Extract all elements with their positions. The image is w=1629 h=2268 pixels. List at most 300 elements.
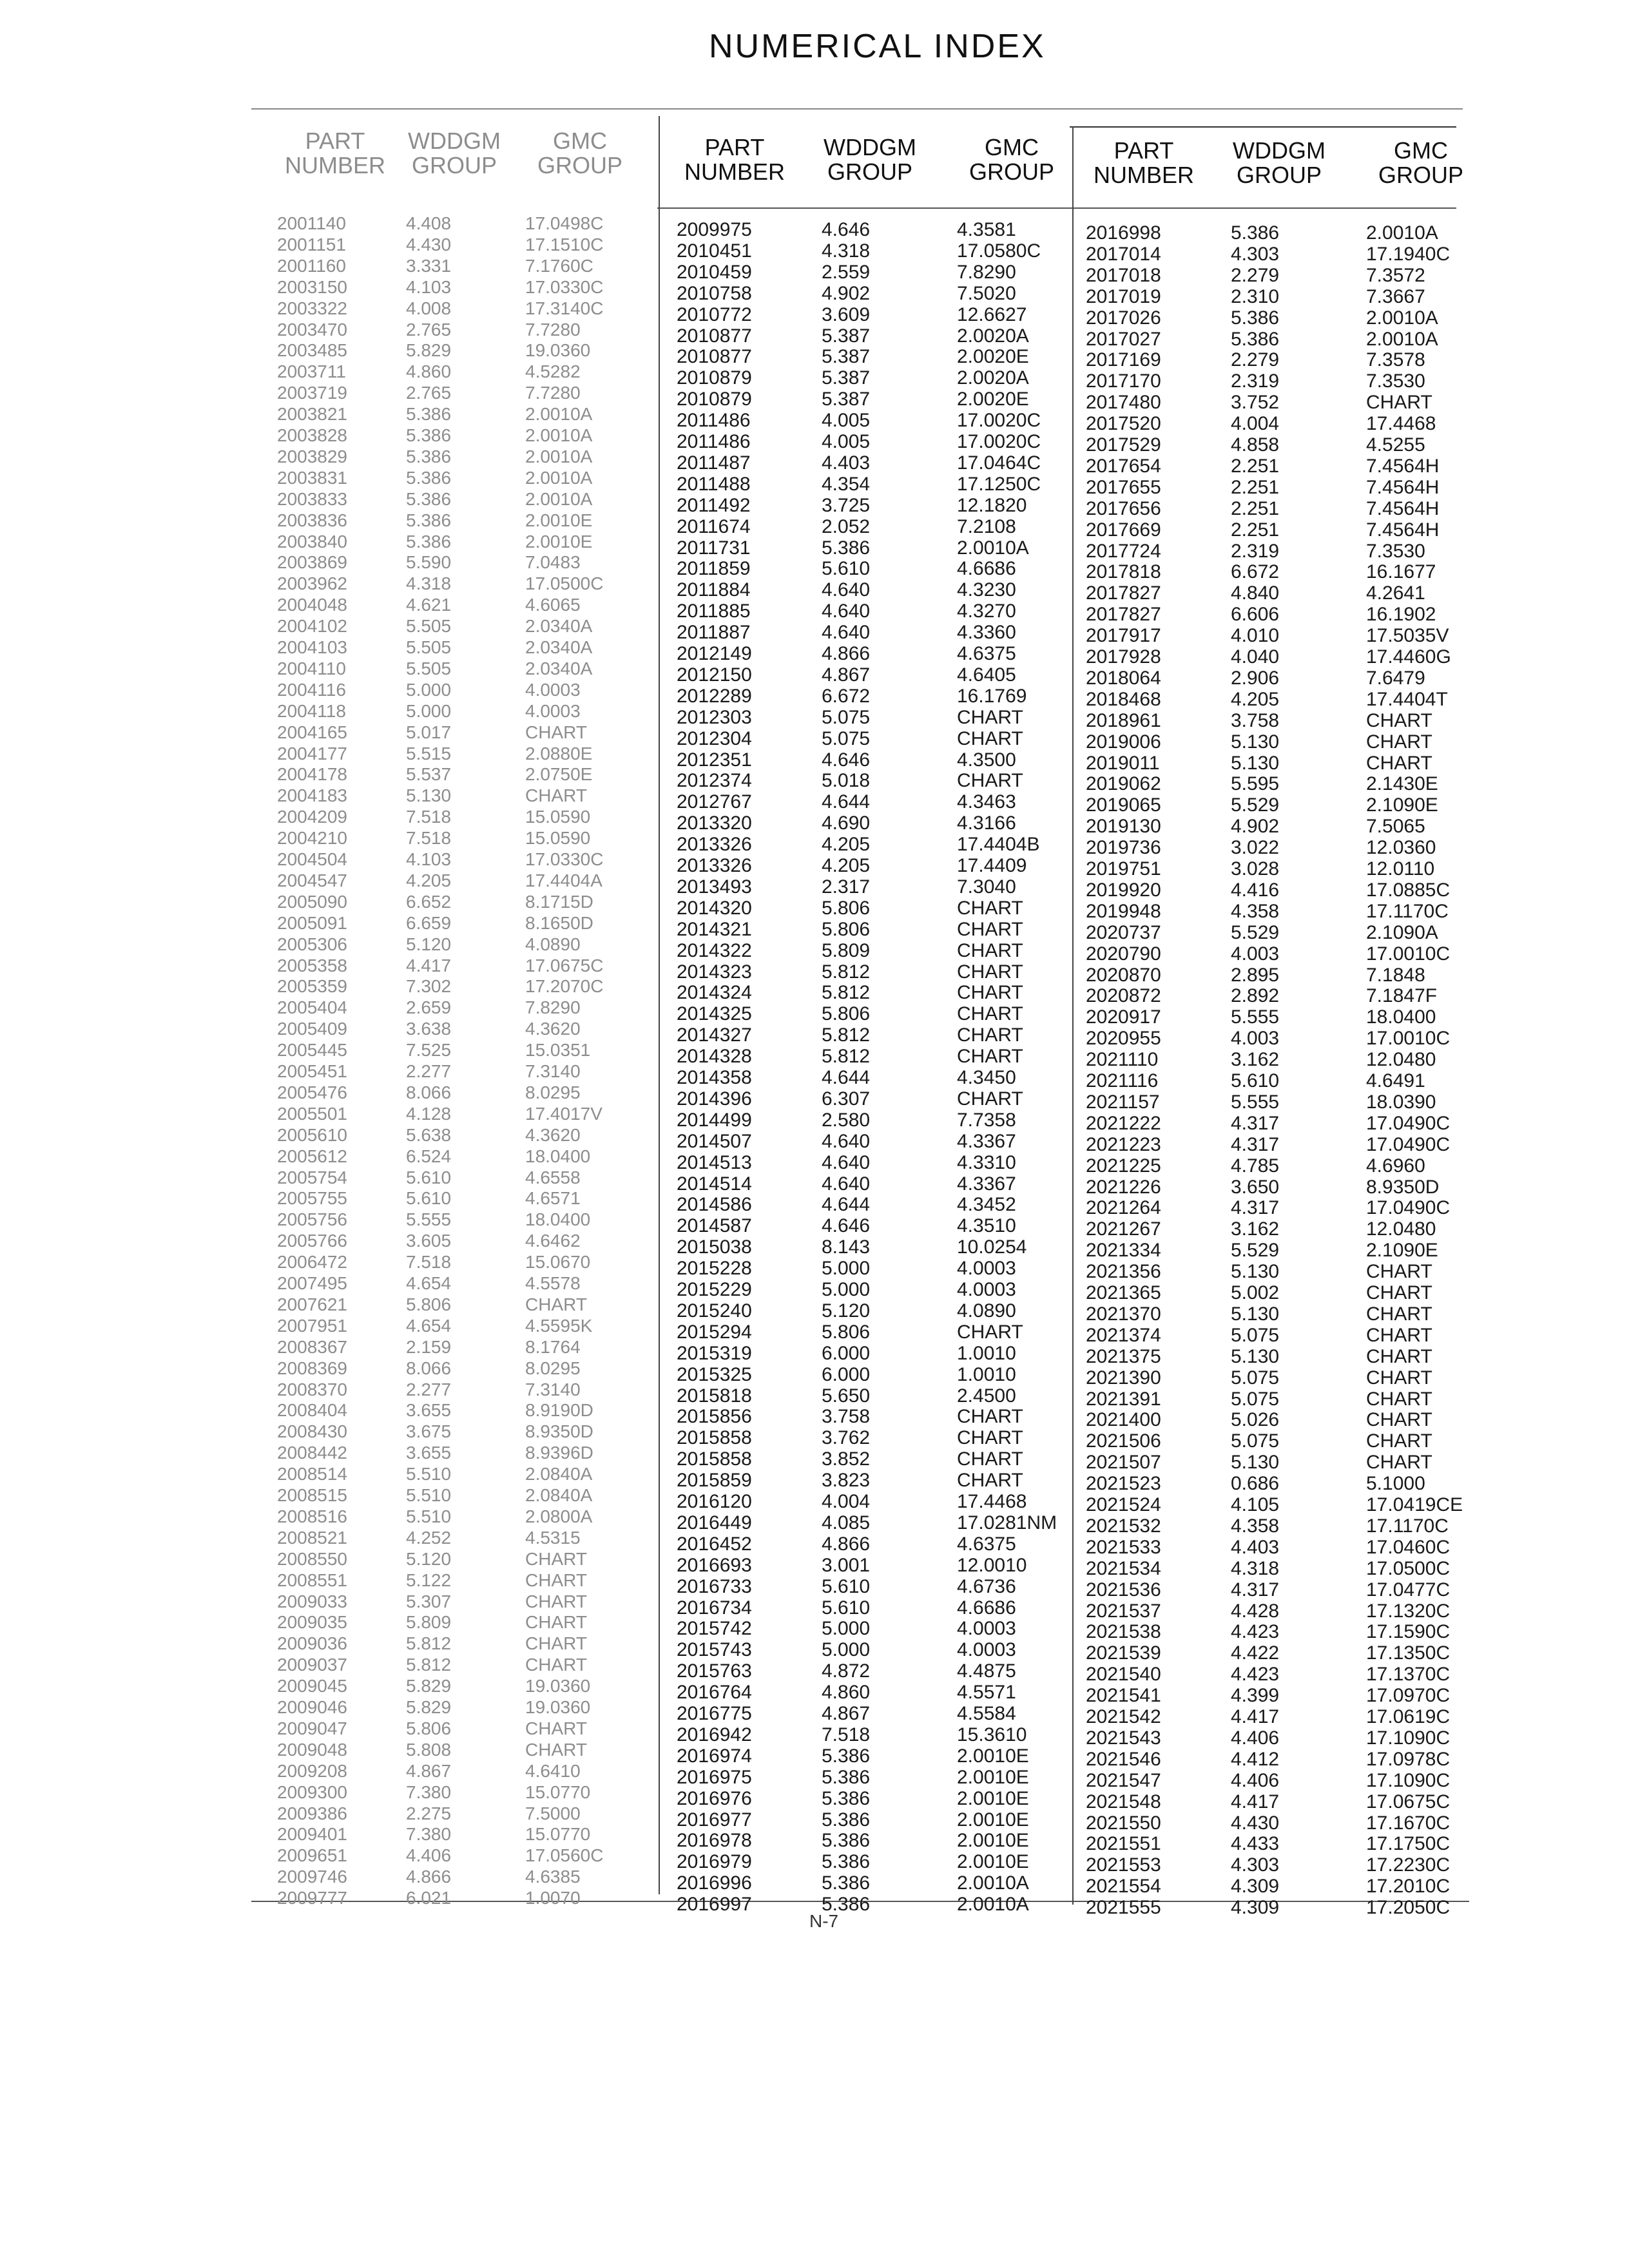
gmc-group-cell: 4.3500 [957, 749, 1016, 771]
part-number-cell: 2003711 [277, 361, 346, 382]
part-number-cell: 2019948 [1086, 900, 1161, 922]
part-number-cell: 2017170 [1086, 370, 1161, 392]
gmc-group-cell: 17.0490C [1366, 1112, 1451, 1134]
gmc-group-cell: 4.2641 [1366, 582, 1425, 604]
part-number-cell: 2008404 [277, 1400, 348, 1421]
part-number-cell: 2021547 [1086, 1769, 1161, 1791]
part-number-cell: 2014322 [677, 939, 752, 961]
part-number-cell: 2009746 [277, 1867, 348, 1887]
part-number-cell: 2021116 [1086, 1070, 1159, 1091]
gmc-group-cell: CHART [957, 1448, 1023, 1470]
gmc-group-cell: 17.1090C [1366, 1727, 1451, 1749]
gmc-group-cell: 18.0400 [525, 1146, 591, 1166]
wddgm-group-cell: 5.075 [1231, 1430, 1280, 1452]
wddgm-group-cell: 4.621 [406, 595, 452, 615]
gmc-group-cell: 17.2050C [1366, 1897, 1451, 1919]
part-number-cell: 2016764 [677, 1682, 752, 1704]
wddgm-group-cell: 5.505 [406, 616, 452, 637]
gmc-group-cell: 7.6479 [1366, 667, 1425, 689]
wddgm-group-cell: 5.806 [406, 1294, 452, 1314]
part-number-cell: 2021365 [1086, 1282, 1161, 1303]
part-number-cell: 2014323 [677, 961, 752, 983]
part-number-cell: 2016733 [677, 1575, 752, 1597]
wddgm-group-cell: 4.406 [1231, 1769, 1280, 1791]
gmc-group-cell: 8.1764 [525, 1336, 581, 1357]
gmc-group-cell: 17.0020C [957, 410, 1041, 432]
gmc-group-cell: 7.7280 [525, 383, 581, 403]
wddgm-group-cell: 4.085 [822, 1512, 871, 1533]
part-number-cell: 2010459 [677, 261, 752, 283]
part-number-cell: 2017014 [1086, 243, 1161, 265]
part-number-cell: 2005409 [277, 1019, 348, 1039]
wddgm-group-cell: 5.386 [1231, 328, 1280, 350]
gmc-group-cell: 4.0003 [957, 1279, 1016, 1300]
part-number-cell: 2016997 [677, 1894, 752, 1916]
part-number-cell: 2009975 [677, 219, 752, 240]
wddgm-group-cell: 2.275 [406, 1803, 452, 1823]
gmc-group-cell: 18.0400 [1366, 1006, 1436, 1028]
part-number-cell: 2021523 [1086, 1473, 1161, 1495]
wddgm-group-cell: 5.806 [406, 1718, 452, 1738]
wddgm-group-cell: 4.358 [1231, 1515, 1280, 1537]
gmc-group-cell: CHART [525, 1718, 587, 1738]
wddgm-group-cell: 2.319 [1231, 540, 1280, 562]
wddgm-group-cell: 4.318 [822, 240, 871, 262]
gmc-group-cell: CHART [1366, 1282, 1432, 1303]
part-number-cell: 2018961 [1086, 709, 1161, 731]
wddgm-group-cell: 5.555 [1231, 1091, 1280, 1113]
wddgm-group-cell: 5.386 [1231, 222, 1280, 244]
gmc-group-cell: 4.5578 [525, 1273, 581, 1293]
gmc-group-cell: 17.4017V [525, 1103, 602, 1124]
wddgm-group-cell: 3.823 [822, 1470, 871, 1492]
header-part-number [271, 129, 400, 178]
wddgm-group-cell: 4.303 [1231, 243, 1280, 265]
gmc-group-cell: 17.4404T [1366, 688, 1448, 710]
part-number-cell: 2007951 [277, 1315, 348, 1336]
part-number-cell: 2021524 [1086, 1494, 1161, 1515]
gmc-group-cell: 2.0010A [525, 425, 593, 445]
wddgm-group-cell: 3.162 [1231, 1218, 1280, 1240]
gmc-group-cell: 17.0330C [525, 276, 604, 297]
gmc-group-cell: 4.0003 [525, 679, 581, 700]
wddgm-group-cell: 4.646 [822, 1215, 871, 1237]
gmc-group-cell: 12.6627 [957, 303, 1027, 325]
header-rule [657, 207, 1456, 209]
gmc-group-cell: 17.1170C [1366, 1515, 1449, 1537]
gmc-group-cell: 7.1848 [1366, 964, 1425, 986]
wddgm-group-cell: 5.386 [406, 488, 452, 509]
gmc-group-cell: 2.0010E [957, 1851, 1029, 1873]
gmc-group-cell: 17.0675C [1366, 1791, 1451, 1812]
wddgm-group-cell: 4.654 [406, 1273, 452, 1293]
part-number-cell: 2021110 [1086, 1049, 1159, 1071]
gmc-group-cell: 17.0490C [1366, 1133, 1451, 1155]
gmc-group-cell: 10.0254 [957, 1236, 1027, 1258]
wddgm-group-cell: 5.386 [406, 467, 452, 488]
part-number-cell: 2003869 [277, 552, 348, 573]
wddgm-group-cell: 5.386 [822, 1894, 871, 1916]
part-number-cell: 2021539 [1086, 1642, 1161, 1664]
wddgm-group-cell: 5.387 [822, 389, 871, 410]
part-number-cell: 2003322 [277, 298, 348, 318]
part-number-cell: 2011887 [677, 622, 751, 644]
gmc-group-cell: CHART [957, 939, 1023, 961]
gmc-group-cell: 4.3463 [957, 791, 1016, 813]
wddgm-group-cell: 5.515 [406, 743, 452, 764]
part-number-cell: 2017917 [1086, 625, 1161, 647]
gmc-group-cell: 17.0560C [525, 1845, 604, 1866]
gmc-group-cell: 17.4409 [957, 855, 1027, 876]
part-number-cell: 2012304 [677, 727, 752, 749]
gmc-group-cell: 2.0340A [525, 616, 593, 637]
gmc-group-cell: 1.0070 [525, 1888, 581, 1908]
part-number-cell: 2014320 [677, 897, 752, 919]
gmc-group-cell: 8.1715D [525, 891, 593, 912]
gmc-group-cell: 17.0010C [1366, 1028, 1451, 1050]
part-number-cell: 2015742 [677, 1618, 752, 1640]
part-number-cell: 2012289 [677, 685, 752, 707]
part-number-cell: 2005358 [277, 955, 348, 975]
gmc-group-cell: 17.3140C [525, 298, 604, 318]
gmc-group-cell: 4.5282 [525, 361, 581, 382]
part-number-cell: 2011486 [677, 431, 751, 452]
gmc-group-cell: 17.4404A [525, 870, 602, 890]
wddgm-group-cell: 4.303 [1231, 1854, 1280, 1876]
wddgm-group-cell: 8.143 [822, 1236, 871, 1258]
wddgm-group-cell: 5.002 [1231, 1282, 1280, 1303]
gmc-group-cell: CHART [1366, 731, 1432, 753]
part-number-cell: 2016978 [677, 1830, 752, 1852]
wddgm-group-cell: 2.159 [406, 1336, 452, 1357]
part-number-cell: 2005766 [277, 1231, 348, 1251]
part-number-cell: 2004102 [277, 616, 348, 637]
gmc-group-cell: CHART [957, 961, 1023, 983]
part-number-cell: 2021542 [1086, 1706, 1161, 1727]
wddgm-group-cell: 4.317 [1231, 1112, 1280, 1134]
gmc-group-cell: CHART [525, 1739, 587, 1760]
part-number-cell: 2005445 [277, 1040, 348, 1061]
gmc-group-cell: 4.5584 [957, 1703, 1016, 1724]
wddgm-group-cell: 4.205 [1231, 688, 1280, 710]
wddgm-group-cell: 7.518 [822, 1724, 871, 1745]
gmc-group-cell: CHART [1366, 709, 1432, 731]
gmc-group-cell: 15.0590 [525, 807, 591, 827]
gmc-group-cell: 1.0010 [957, 1342, 1016, 1364]
wddgm-group-cell: 5.529 [1231, 1240, 1280, 1262]
wddgm-group-cell: 5.812 [406, 1633, 452, 1654]
part-number-cell: 2005755 [277, 1188, 348, 1209]
wddgm-group-cell: 3.852 [822, 1448, 871, 1470]
part-number-cell: 2015858 [677, 1448, 752, 1470]
part-number-cell: 2010877 [677, 346, 752, 368]
wddgm-group-cell: 5.130 [1231, 1261, 1280, 1283]
gmc-group-cell: 4.6410 [525, 1760, 581, 1781]
gmc-group-cell: 4.0003 [957, 1258, 1016, 1280]
header-wddgm-group-line: GROUP [411, 152, 497, 178]
part-number-cell: 2021390 [1086, 1367, 1161, 1389]
gmc-group-cell: 2.1090E [1366, 1240, 1438, 1262]
wddgm-group-cell: 2.279 [1231, 349, 1280, 371]
wddgm-group-cell: 4.866 [406, 1867, 452, 1887]
part-number-cell: 2017669 [1086, 519, 1161, 541]
gmc-group-cell: 7.3667 [1366, 285, 1425, 307]
part-number-cell: 2017520 [1086, 413, 1161, 435]
gmc-group-cell: 7.3572 [1366, 264, 1425, 286]
part-number-cell: 2003485 [277, 340, 348, 361]
wddgm-group-cell: 6.652 [406, 891, 452, 912]
wddgm-group-cell: 4.860 [406, 361, 452, 382]
wddgm-group-cell: 5.812 [822, 1046, 871, 1068]
wddgm-group-cell: 2.317 [822, 876, 871, 898]
wddgm-group-cell: 5.610 [406, 1188, 452, 1209]
gmc-group-cell: 8.9350D [1366, 1176, 1440, 1198]
part-number-cell: 2020872 [1086, 985, 1161, 1007]
header-gmc-group-line: GROUP [1378, 162, 1463, 188]
part-number-cell: 2020870 [1086, 964, 1161, 986]
part-number-cell: 2021264 [1086, 1197, 1161, 1219]
header-gmc-group-line: GROUP [969, 159, 1054, 185]
wddgm-group-cell: 4.416 [1231, 879, 1280, 901]
part-number-cell: 2007495 [277, 1273, 348, 1293]
gmc-group-cell: 7.4564H [1366, 476, 1440, 498]
header-part-number-line: PART [1113, 137, 1174, 164]
header-wddgm-group [1218, 139, 1340, 187]
gmc-group-cell: 2.0020A [957, 367, 1029, 389]
gmc-group-cell: 2.1090E [1366, 794, 1438, 816]
wddgm-group-cell: 3.650 [1231, 1176, 1280, 1198]
wddgm-group-cell: 4.902 [1231, 816, 1280, 838]
wddgm-group-cell: 3.725 [822, 494, 871, 516]
part-number-cell: 2011885 [677, 601, 751, 622]
gmc-group-cell: 4.0003 [525, 700, 581, 721]
header-part-number-line: NUMBER [684, 159, 785, 185]
gmc-group-cell: 7.4564H [1366, 519, 1440, 541]
gmc-group-cell: CHART [957, 1088, 1023, 1110]
part-number-cell: 2019751 [1086, 858, 1161, 879]
wddgm-group-cell: 5.075 [1231, 1324, 1280, 1346]
part-number-cell: 2009046 [277, 1697, 348, 1717]
wddgm-group-cell: 5.809 [822, 939, 871, 961]
part-number-cell: 2009036 [277, 1633, 348, 1654]
wddgm-group-cell: 5.000 [406, 679, 452, 700]
gmc-group-cell: 17.2010C [1366, 1876, 1451, 1898]
wddgm-group-cell: 5.812 [406, 1655, 452, 1675]
gmc-group-cell: 4.6375 [957, 1533, 1016, 1555]
wddgm-group-cell: 4.317 [1231, 1197, 1280, 1219]
gmc-group-cell: 7.3040 [957, 876, 1016, 898]
wddgm-group-cell: 4.840 [1231, 582, 1280, 604]
gmc-group-cell: 12.0480 [1366, 1049, 1436, 1071]
header-wddgm-group-line: GROUP [1236, 162, 1322, 188]
wddgm-group-cell: 2.251 [1231, 519, 1280, 541]
gmc-group-cell: 7.4564H [1366, 455, 1440, 477]
part-number-cell: 2021370 [1086, 1303, 1161, 1325]
part-number-cell: 2016979 [677, 1851, 752, 1873]
part-number-cell: 2008515 [277, 1485, 348, 1505]
wddgm-group-cell: 4.866 [822, 1533, 871, 1555]
gmc-group-cell: 17.0970C [1366, 1685, 1451, 1707]
wddgm-group-cell: 8.066 [406, 1358, 452, 1378]
part-number-cell: 2021538 [1086, 1621, 1161, 1643]
gmc-group-cell: 4.0890 [957, 1300, 1016, 1321]
wddgm-group-cell: 3.609 [822, 303, 871, 325]
wddgm-group-cell: 5.510 [406, 1464, 452, 1485]
part-number-cell: 2017026 [1086, 307, 1161, 329]
wddgm-group-cell: 5.130 [1231, 1303, 1280, 1325]
part-number-cell: 2003150 [277, 276, 348, 297]
wddgm-group-cell: 4.867 [822, 664, 871, 686]
wddgm-group-cell: 4.646 [822, 749, 871, 771]
part-number-cell: 2010879 [677, 367, 752, 389]
gmc-group-cell: 4.5255 [1366, 434, 1425, 456]
part-number-cell: 2008516 [277, 1506, 348, 1526]
gmc-group-cell: CHART [525, 1655, 587, 1675]
part-number-cell: 2021400 [1086, 1409, 1161, 1431]
wddgm-group-cell: 5.075 [822, 727, 871, 749]
part-number-cell: 2009048 [277, 1739, 348, 1760]
part-number-cell: 2017529 [1086, 434, 1161, 456]
wddgm-group-cell: 5.610 [822, 1597, 871, 1619]
gmc-group-cell: 4.6686 [957, 1597, 1016, 1619]
header-gmc-group-line: GMC [1394, 137, 1448, 164]
gmc-group-cell: 2.0010A [525, 467, 593, 488]
gmc-group-cell: CHART [957, 1046, 1023, 1068]
gmc-group-cell: 19.0360 [525, 1697, 591, 1717]
wddgm-group-cell: 4.252 [406, 1527, 452, 1548]
part-number-cell: 2008430 [277, 1421, 348, 1442]
part-number-cell: 2021532 [1086, 1515, 1161, 1537]
gmc-group-cell: 2.0020E [957, 346, 1029, 368]
wddgm-group-cell: 3.001 [822, 1554, 871, 1576]
part-number-cell: 2009045 [277, 1676, 348, 1696]
wddgm-group-cell: 4.408 [406, 213, 452, 233]
header-wddgm-group [809, 135, 931, 184]
part-number-cell: 2005756 [277, 1209, 348, 1230]
gmc-group-cell: 4.0890 [525, 934, 581, 954]
gmc-group-cell: 2.0010A [957, 1894, 1029, 1916]
part-number-cell: 2003840 [277, 531, 348, 552]
gmc-group-cell: 2.0840A [525, 1464, 593, 1485]
gmc-group-cell: CHART [1366, 1367, 1432, 1389]
wddgm-group-cell: 5.529 [1231, 921, 1280, 943]
wddgm-group-cell: 5.808 [406, 1739, 452, 1760]
wddgm-group-cell: 4.004 [822, 1491, 871, 1512]
gmc-group-cell: 7.7358 [957, 1109, 1016, 1131]
wddgm-group-cell: 5.829 [406, 1676, 452, 1696]
part-number-cell: 2005404 [277, 997, 348, 1018]
header-wddgm-group-line: GROUP [827, 159, 912, 185]
gmc-group-cell: 17.2230C [1366, 1854, 1451, 1876]
gmc-group-cell: 17.0498C [525, 213, 604, 233]
part-number-cell: 2017480 [1086, 392, 1161, 414]
gmc-group-cell: 7.5020 [957, 282, 1016, 304]
part-number-cell: 2017827 [1086, 582, 1161, 604]
part-number-cell: 2008514 [277, 1464, 348, 1485]
gmc-group-cell: 8.9350D [525, 1421, 593, 1442]
part-number-cell: 2011487 [677, 452, 751, 474]
wddgm-group-cell: 5.120 [822, 1300, 871, 1321]
part-number-cell: 2003831 [277, 467, 348, 488]
wddgm-group-cell: 3.162 [1231, 1049, 1280, 1071]
gmc-group-cell: CHART [957, 1024, 1023, 1046]
gmc-group-cell: 17.0460C [1366, 1536, 1451, 1558]
gmc-group-cell: CHART [525, 1570, 587, 1590]
part-number-cell: 2016775 [677, 1703, 752, 1724]
gmc-group-cell: 7.1760C [525, 255, 593, 276]
wddgm-group-cell: 5.386 [822, 1787, 871, 1809]
wddgm-group-cell: 2.052 [822, 515, 871, 537]
wddgm-group-cell: 5.386 [406, 404, 452, 425]
wddgm-group-cell: 4.644 [822, 1194, 871, 1216]
part-number-cell: 2004048 [277, 595, 348, 615]
part-number-cell: 2021506 [1086, 1430, 1161, 1452]
wddgm-group-cell: 5.638 [406, 1124, 452, 1145]
wddgm-group-cell: 4.008 [406, 298, 452, 318]
gmc-group-cell: CHART [957, 897, 1023, 919]
wddgm-group-cell: 6.672 [822, 685, 871, 707]
wddgm-group-cell: 4.005 [822, 410, 871, 432]
part-number-cell: 2015228 [677, 1258, 752, 1280]
part-number-cell: 2021536 [1086, 1579, 1161, 1600]
part-number-cell: 2014499 [677, 1109, 752, 1131]
part-number-cell: 2004547 [277, 870, 348, 890]
part-number-cell: 2011859 [677, 558, 751, 580]
wddgm-group-cell: 4.417 [1231, 1706, 1280, 1727]
gmc-group-cell: 2.0840A [525, 1485, 593, 1505]
part-number-cell: 2014586 [677, 1194, 752, 1216]
part-number-cell: 2004178 [277, 764, 348, 785]
wddgm-group-cell: 5.590 [406, 552, 452, 573]
wddgm-group-cell: 4.433 [1231, 1833, 1280, 1855]
part-number-cell: 2021543 [1086, 1727, 1161, 1749]
gmc-group-cell: 4.6558 [525, 1167, 581, 1187]
wddgm-group-cell: 7.518 [406, 828, 452, 849]
gmc-group-cell: 17.0419CE [1366, 1494, 1463, 1515]
gmc-group-cell: 2.0010A [525, 446, 593, 466]
gmc-group-cell: 17.2070C [525, 976, 604, 997]
part-number-cell: 2021551 [1086, 1833, 1161, 1855]
part-number-cell: 2009208 [277, 1760, 348, 1781]
wddgm-group-cell: 5.812 [822, 1024, 871, 1046]
wddgm-group-cell: 5.130 [1231, 752, 1280, 774]
wddgm-group-cell: 4.640 [822, 601, 871, 622]
part-number-cell: 2015038 [677, 1236, 752, 1258]
wddgm-group-cell: 6.524 [406, 1146, 452, 1166]
part-number-cell: 2012374 [677, 770, 752, 792]
wddgm-group-cell: 3.638 [406, 1019, 452, 1039]
wddgm-group-cell: 4.423 [1231, 1621, 1280, 1643]
part-number-cell: 2003719 [277, 383, 348, 403]
gmc-group-cell: 4.6736 [957, 1575, 1016, 1597]
wddgm-group-cell: 6.659 [406, 912, 452, 933]
wddgm-group-cell: 6.000 [822, 1342, 871, 1364]
gmc-group-cell: 17.1750C [1366, 1833, 1451, 1855]
part-number-cell: 2015325 [677, 1363, 752, 1385]
part-number-cell: 2009401 [277, 1824, 348, 1845]
wddgm-group-cell: 5.000 [822, 1639, 871, 1661]
wddgm-group-cell: 3.758 [822, 1406, 871, 1428]
wddgm-group-cell: 4.867 [406, 1760, 452, 1781]
wddgm-group-cell: 5.510 [406, 1506, 452, 1526]
gmc-group-cell: 15.0351 [525, 1040, 591, 1061]
gmc-group-cell: 1.0010 [957, 1363, 1016, 1385]
part-number-cell: 2014358 [677, 1067, 752, 1088]
part-number-cell: 2015319 [677, 1342, 752, 1364]
part-number-cell: 2017655 [1086, 476, 1161, 498]
part-number-cell: 2016996 [677, 1872, 752, 1894]
gmc-group-cell: 17.1350C [1366, 1642, 1451, 1664]
